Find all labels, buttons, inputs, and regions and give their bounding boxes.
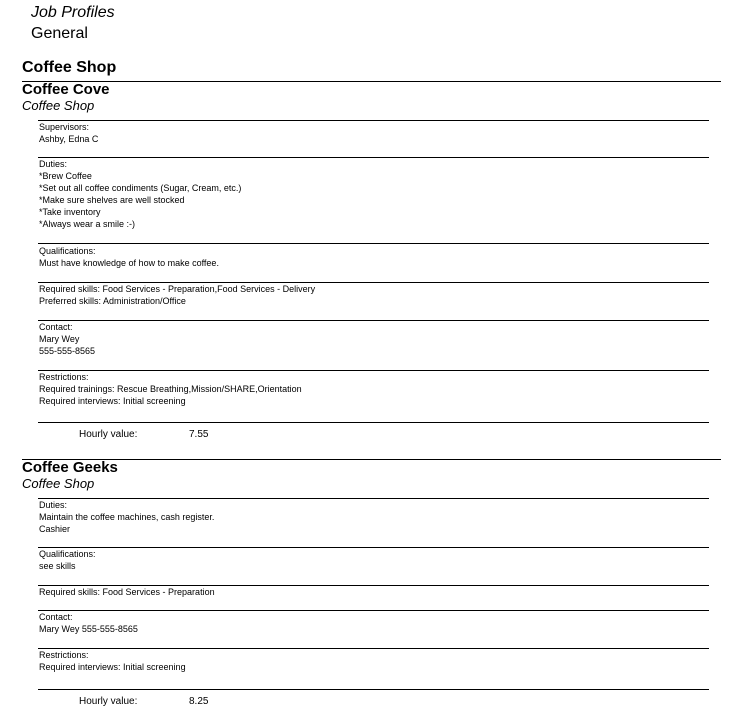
contact-phone: 555-555-8565 — [39, 346, 96, 356]
restrictions-section — [39, 649, 186, 673]
qualifications-value: see skills — [39, 561, 76, 571]
supervisors-value: Ashby, Edna C — [39, 134, 99, 144]
qualifications-value: Must have knowledge of how to make coffee. — [39, 258, 219, 268]
skills-section — [39, 586, 215, 598]
contact-name: Mary Wey — [39, 334, 80, 344]
section-label: Qualifications: — [39, 549, 96, 559]
section-label: Restrictions: — [39, 650, 89, 660]
section-label: Restrictions: — [39, 372, 89, 382]
section-label: Qualifications: — [39, 246, 96, 256]
qualifications-section — [39, 548, 96, 572]
duties-section — [39, 499, 214, 535]
report-subtitle: General — [31, 25, 88, 42]
duty-item: *Brew Coffee — [39, 171, 92, 181]
hourly-value-label: Hourly value: — [79, 429, 138, 440]
section-label: Supervisors: — [39, 122, 90, 132]
contact-section — [39, 611, 138, 635]
contact-value: Mary Wey 555-555-8565 — [39, 624, 138, 634]
section-divider — [38, 243, 709, 244]
required-trainings: Required trainings: Rescue Breathing,Mission/SHARE,Orientation — [39, 384, 302, 394]
duty-item: *Take inventory — [39, 207, 101, 217]
hourly-value: 8.25 — [189, 696, 209, 707]
required-skills: Required skills: Food Services - Preparation — [39, 587, 215, 597]
restrictions-section — [39, 371, 302, 407]
section-label: Contact: — [39, 322, 73, 332]
qualifications-section — [39, 245, 219, 269]
duty-item: *Set out all coffee condiments (Sugar, Cream, etc.) — [39, 183, 242, 193]
duty-item: Maintain the coffee machines, cash register. — [39, 512, 215, 522]
contact-section — [39, 321, 95, 357]
job-category: Coffee Shop — [22, 98, 95, 113]
job-category: Coffee Shop — [22, 476, 95, 491]
section-label: Contact: — [39, 612, 73, 622]
hourly-value-label: Hourly value: — [79, 696, 138, 707]
section-divider — [38, 120, 709, 121]
section-label: Duties: — [39, 159, 68, 169]
report-title: Job Profiles — [31, 4, 115, 21]
skills-section — [39, 283, 315, 307]
duties-section — [39, 158, 241, 230]
duty-item: *Always wear a smile :-) — [39, 219, 136, 229]
duty-item: Cashier — [39, 524, 71, 534]
section-divider — [38, 320, 709, 321]
section-divider — [38, 689, 709, 690]
hourly-value: 7.55 — [189, 429, 209, 440]
section-label: Duties: — [39, 500, 68, 510]
job-name: Coffee Geeks — [22, 459, 118, 476]
section-divider — [38, 547, 709, 548]
required-interviews: Required interviews: Initial screening — [39, 662, 186, 672]
preferred-skills: Preferred skills: Administration/Office — [39, 296, 186, 306]
category-divider — [22, 81, 721, 82]
category-heading: Coffee Shop — [22, 59, 117, 76]
required-skills: Required skills: Food Services - Preparation,Food Services - Delivery — [39, 284, 316, 294]
section-divider — [38, 610, 709, 611]
supervisors-section — [39, 121, 98, 145]
required-interviews: Required interviews: Initial screening — [39, 396, 186, 406]
job-divider — [22, 459, 721, 460]
duty-item: *Make sure shelves are well stocked — [39, 195, 185, 205]
job-name: Coffee Cove — [22, 81, 110, 98]
section-divider — [38, 422, 709, 423]
